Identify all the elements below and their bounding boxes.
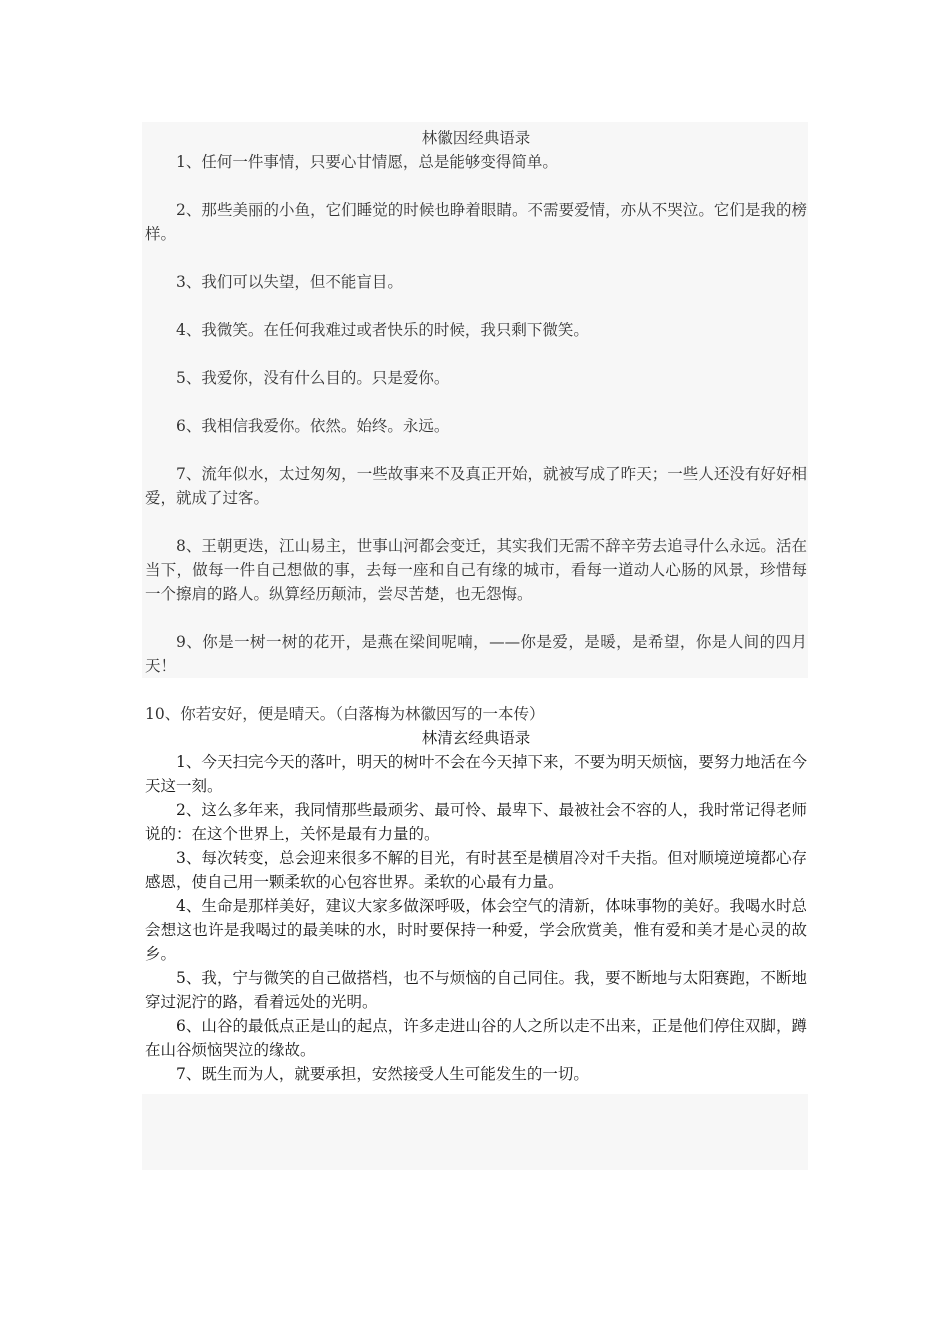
section-title: 林清玄经典语录 xyxy=(421,729,531,747)
quote: 3、每次转变，总会迎来很多不解的目光，有时甚至是横眉冷对千夫指。但对顺境逆境都心存感恩，使自己用一颗柔软的心包容世界。柔软的心最有力量。 xyxy=(145,849,807,891)
document-body xyxy=(145,126,807,1086)
quote: 4、我微笑。在任何我难过或者快乐的时候，我只剩下微笑。 xyxy=(176,321,589,339)
quote: 7、既生而为人，就要承担，安然接受人生可能发生的一切。 xyxy=(176,1065,589,1083)
quote: 2、那些美丽的小鱼，它们睡觉的时候也睁着眼睛。不需要爱情，亦从不哭泣。它们是我的榜样。 xyxy=(145,201,807,243)
section-title: 林徽因经典语录 xyxy=(421,129,531,147)
quote: 7、流年似水，太过匆匆，一些故事来不及真正开始，就被写成了昨天；一些人还没有好好相爱，就成了过客。 xyxy=(145,465,807,507)
quote: 6、我相信我爱你。依然。始终。永远。 xyxy=(176,417,450,435)
shaded-block-bottom xyxy=(142,1094,808,1170)
quote: 6、山谷的最低点正是山的起点，许多走进山谷的人之所以走不出来，正是他们停住双脚，蹲在山谷烦恼哭泣的缘故。 xyxy=(145,1017,807,1059)
quote: 8、王朝更迭，江山易主，世事山河都会变迁，其实我们无需不辞辛劳去追寻什么永远。活在当下，做每一件自己想做的事，去每一座和自己有缘的城市，看每一道动人心肠的风景，珍惜每一个擦肩的路人。纵算经历颠沛，尝尽苦楚，也无怨悔。 xyxy=(145,537,807,603)
quote: 10、你若安好，便是晴天。（白落梅为林徽因写的一本传） xyxy=(145,705,545,723)
lin-huiyin-section xyxy=(145,126,807,726)
lin-qingxuan-section xyxy=(145,726,807,1086)
quote: 4、生命是那样美好，建议大家多做深呼吸，体会空气的清新，体味事物的美好。我喝水时总会想这也许是我喝过的最美味的水，时时要保持一种爱，学会欣赏美，惟有爱和美才是心灵的故乡。 xyxy=(145,897,807,963)
quote: 5、我爱你，没有什么目的。只是爱你。 xyxy=(176,369,450,387)
quote: 9、你是一树一树的花开，是燕在梁间呢喃，——你是爱，是暖，是希望，你是人间的四月天！ xyxy=(145,633,807,675)
quote: 1、任何一件事情，只要心甘情愿，总是能够变得简单。 xyxy=(176,153,558,171)
quote: 1、今天扫完今天的落叶，明天的树叶不会在今天掉下来，不要为明天烦恼，要努力地活在今天这一刻。 xyxy=(145,753,807,795)
quote: 3、我们可以失望，但不能盲目。 xyxy=(176,273,403,291)
quote: 5、我，宁与微笑的自己做搭档，也不与烦恼的自己同住。我，要不断地与太阳赛跑，不断地穿过泥泞的路，看着远处的光明。 xyxy=(145,969,807,1011)
quote: 2、这么多年来，我同情那些最顽劣、最可怜、最卑下、最被社会不容的人，我时常记得老师说的：在这个世界上，关怀是最有力量的。 xyxy=(145,801,807,843)
